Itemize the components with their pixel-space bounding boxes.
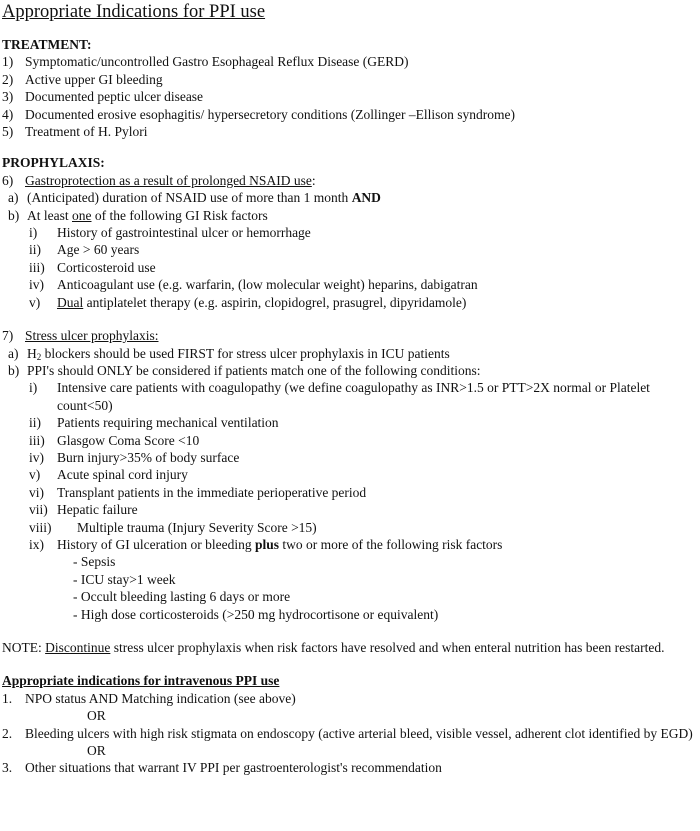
or-separator: OR [87, 743, 106, 759]
list-item: vii) Hepatic failure [29, 502, 138, 518]
list-item: a) (Anticipated) duration of NSAID use of more than 1 month AND [8, 190, 381, 206]
list-item: - Sepsis [73, 554, 116, 570]
list-item: ii) Patients requiring mechanical ventilation [29, 415, 279, 431]
list-item: 3) Documented peptic ulcer disease [2, 89, 204, 105]
list-item: - High dose corticosteroids (>250 mg hydrocortisone or equivalent) [73, 606, 439, 622]
list-item: iv) Burn injury>35% of body surface [29, 449, 240, 465]
list-item: b) PPI's should ONLY be considered if patients match one of the following conditions: [8, 362, 481, 378]
iv-heading: Appropriate indications for intravenous PPI use [2, 673, 280, 689]
list-item: vi) Transplant patients in the immediate perioperative period [29, 484, 367, 500]
list-item: v) Dual antiplatelet therapy (e.g. aspirin, clopidogrel, prasugrel, dipyridamole) [29, 294, 467, 310]
page-title: Appropriate Indications for PPI use [2, 2, 266, 22]
list-item: iii) Corticosteroid use [29, 259, 156, 275]
list-item: b) At least one of the following GI Risk factors [8, 207, 268, 223]
list-item: i) History of gastrointestinal ulcer or hemorrhage [29, 225, 311, 241]
list-item: iii) Glasgow Coma Score <10 [29, 432, 200, 448]
treatment-heading: TREATMENT: [2, 37, 92, 52]
list-item: 2. Bleeding ulcers with high risk stigmata on endoscopy (active arterial bleed, visible vessel, adherent clot identified by EGD) [2, 725, 693, 741]
list-item: - Occult bleeding lasting 6 days or more [73, 589, 291, 605]
list-item: iv) Anticoagulant use (e.g. warfarin, (low molecular weight) heparins, dabigatran [29, 277, 478, 293]
list-item: v) Acute spinal cord injury [29, 467, 188, 483]
list-item-gastroprotection: 6) Gastroprotection as a result of prolonged NSAID use: [2, 172, 316, 188]
list-item: a) $H_2$ blockers should be used FIRST for stress ulcer prophylaxis in ICU patients [8, 345, 450, 362]
or-separator: OR [87, 708, 106, 724]
list-item: ii) Age > 60 years [29, 242, 140, 258]
list-item: 4) Documented erosive esophagitis/ hypersecretory conditions (Zollinger –Ellison syndrome) [2, 106, 516, 122]
list-item: i) Intensive care patients with coagulopathy (we define coagulopathy as INR>1.5 or PTT>2X normal or Platelet count<50) [29, 380, 650, 413]
list-item: 3. Other situations that warrant IV PPI per gastroenterologist's recommendation [2, 760, 442, 776]
spacer [2, 311, 696, 327]
list-item: 1. NPO status AND Matching indication (see above) [2, 690, 296, 706]
list-item: ix) History of GI ulceration or bleeding plus two or more of the following risk factors [29, 536, 503, 552]
list-item: 2) Active upper GI bleeding [2, 71, 163, 87]
list-item: - ICU stay>1 week [73, 571, 176, 587]
note-paragraph: NOTE: Discontinue stress ulcer prophylaxis when risk factors have resolved and when enteral nutrition has been restarted. [2, 640, 665, 655]
treatment-list [2, 53, 696, 140]
list-item: 1) Symptomatic/uncontrolled Gastro Esophageal Reflux Disease (GERD) [2, 54, 409, 70]
list-item: 5) Treatment of H. Pylori [2, 124, 148, 140]
list-item: viii) Multiple trauma (Injury Severity Score >15) [29, 519, 317, 535]
prophylaxis-heading: PROPHYLAXIS: [2, 155, 105, 171]
sub-risk-list [2, 553, 696, 623]
list-item-stress-ulcer: 7) Stress ulcer prophylaxis: [2, 328, 159, 344]
